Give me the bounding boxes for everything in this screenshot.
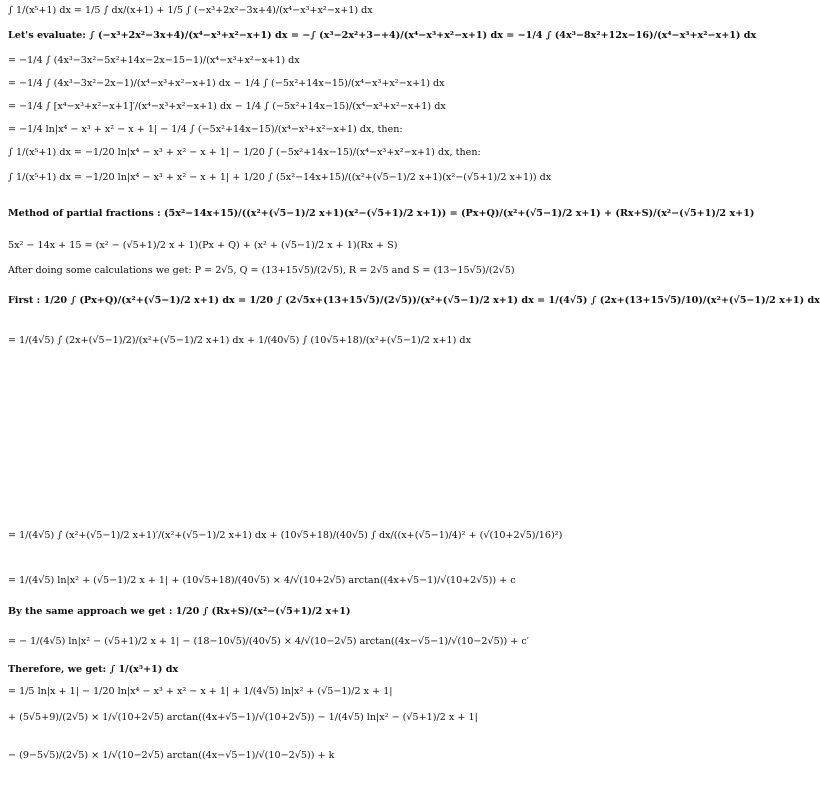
equation-line: ∫ 1/(x⁵+1) dx = −1/20 ln|x⁴ − x³ + x² − x + 1| + 1/20 ∫ (5x²−14x+15)/((x²+(√5−1)/2 x+1)(x²−(√5+1)/2 x+1)) dx [8,172,552,183]
equation-line: After doing some calculations we get: P = 2√5, Q = (13+15√5)/(2√5), R = 2√5 and S = (13−15√5)/(2√5) [8,265,515,276]
equation-line: = −1/4 ln|x⁴ − x³ + x² − x + 1| − 1/4 ∫ (−5x²+14x−15)/(x⁴−x³+x²−x+1) dx, then: [8,124,403,135]
equation-line: = − 1/(4√5) ln|x² − (√5+1)/2 x + 1| − (18−10√5)/(40√5) × 4/√(10−2√5) arctan((4x−√5−1)/√(10−2√5)) + c′ [8,636,529,647]
equation-line: = 1/(4√5) ∫ (x²+(√5−1)/2 x+1)′/(x²+(√5−1)/2 x+1) dx + (10√5+18)/(40√5) ∫ dx/((x+(√5−1)/4)² + (√(10+2√5)/16)²) [8,530,563,541]
equation-line: Method of partial fractions : (5x²−14x+15)/((x²+(√5−1)/2 x+1)(x²−(√5+1)/2 x+1)) = (Px+Q)/(x²+(√5−1)/2 x+1) + (Rx+S)/(x²−(√5+1)/2 x+1) [8,208,755,219]
equation-line: Let's evaluate: ∫ (−x³+2x²−3x+4)/(x⁴−x³+x²−x+1) dx = −∫ (x³−2x²+3−+4)/(x⁴−x³+x²−x+1) dx = −1/4 ∫ (4x³−8x²+12x−16)/(x⁴−x³+x²−x+1) dx [8,30,757,41]
equation-line: = 1/5 ln|x + 1| − 1/20 ln|x⁴ − x³ + x² − x + 1| + 1/(4√5) ln|x² + (√5−1)/2 x + 1| [8,686,393,697]
equation-line: = 1/(4√5) ∫ (2x+(√5−1)/2)/(x²+(√5−1)/2 x+1) dx + 1/(40√5) ∫ (10√5+18)/(x²+(√5−1)/2 x+1) dx [8,335,471,346]
equation-line: 5x² − 14x + 15 = (x² − (√5+1)/2 x + 1)(Px + Q) + (x² + (√5−1)/2 x + 1)(Rx + S) [8,240,398,251]
equation-line: Therefore, we get: ∫ 1/(x⁵+1) dx [8,664,179,675]
equation-line: = −1/4 ∫ (4x³−3x²−5x²+14x−2x−15−1)/(x⁴−x³+x²−x+1) dx [8,55,300,66]
blank-gap [0,405,405,510]
equation-line: First : 1/20 ∫ (Px+Q)/(x²+(√5−1)/2 x+1) dx = 1/20 ∫ (2√5x+(13+15√5)/(2√5))/(x²+(√5−1)/2 x+1) dx = 1/(4√5) ∫ (2x+(13+15√5)/10)/(x²+(√5−1)/2 x+1) dx [8,295,820,306]
equation-line: ∫ 1/(x⁵+1) dx = −1/20 ln|x⁴ − x³ + x² − x + 1| − 1/20 ∫ (−5x²+14x−15)/(x⁴−x³+x²−x+1) dx, then: [8,147,481,158]
equation-line: = −1/4 ∫ (4x³−3x²−2x−1)/(x⁴−x³+x²−x+1) dx − 1/4 ∫ (−5x²+14x−15)/(x⁴−x³+x²−x+1) dx [8,78,445,89]
equation-line: ∫ 1/(x⁵+1) dx = 1/5 ∫ dx/(x+1) + 1/5 ∫ (−x³+2x²−3x+4)/(x⁴−x³+x²−x+1) dx [8,5,373,16]
equation-line: = 1/(4√5) ln|x² + (√5−1)/2 x + 1| + (10√5+18)/(40√5) × 4/√(10+2√5) arctan((4x+√5−1)/√(10+2√5)) + c [8,575,516,586]
equation-line: By the same approach we get : 1/20 ∫ (Rx+S)/(x²−(√5+1)/2 x+1) [8,606,351,617]
equation-line: = −1/4 ∫ [x⁴−x³+x²−x+1]′/(x⁴−x³+x²−x+1) dx − 1/4 ∫ (−5x²+14x−15)/(x⁴−x³+x²−x+1) dx [8,101,446,112]
equation-line: − (9−5√5)/(2√5) × 1/√(10−2√5) arctan((4x−√5−1)/√(10−2√5)) + k [8,750,335,761]
equation-line: + (5√5+9)/(2√5) × 1/√(10+2√5) arctan((4x+√5−1)/√(10+2√5)) − 1/(4√5) ln|x² − (√5+1)/2 x + 1| [8,712,478,723]
